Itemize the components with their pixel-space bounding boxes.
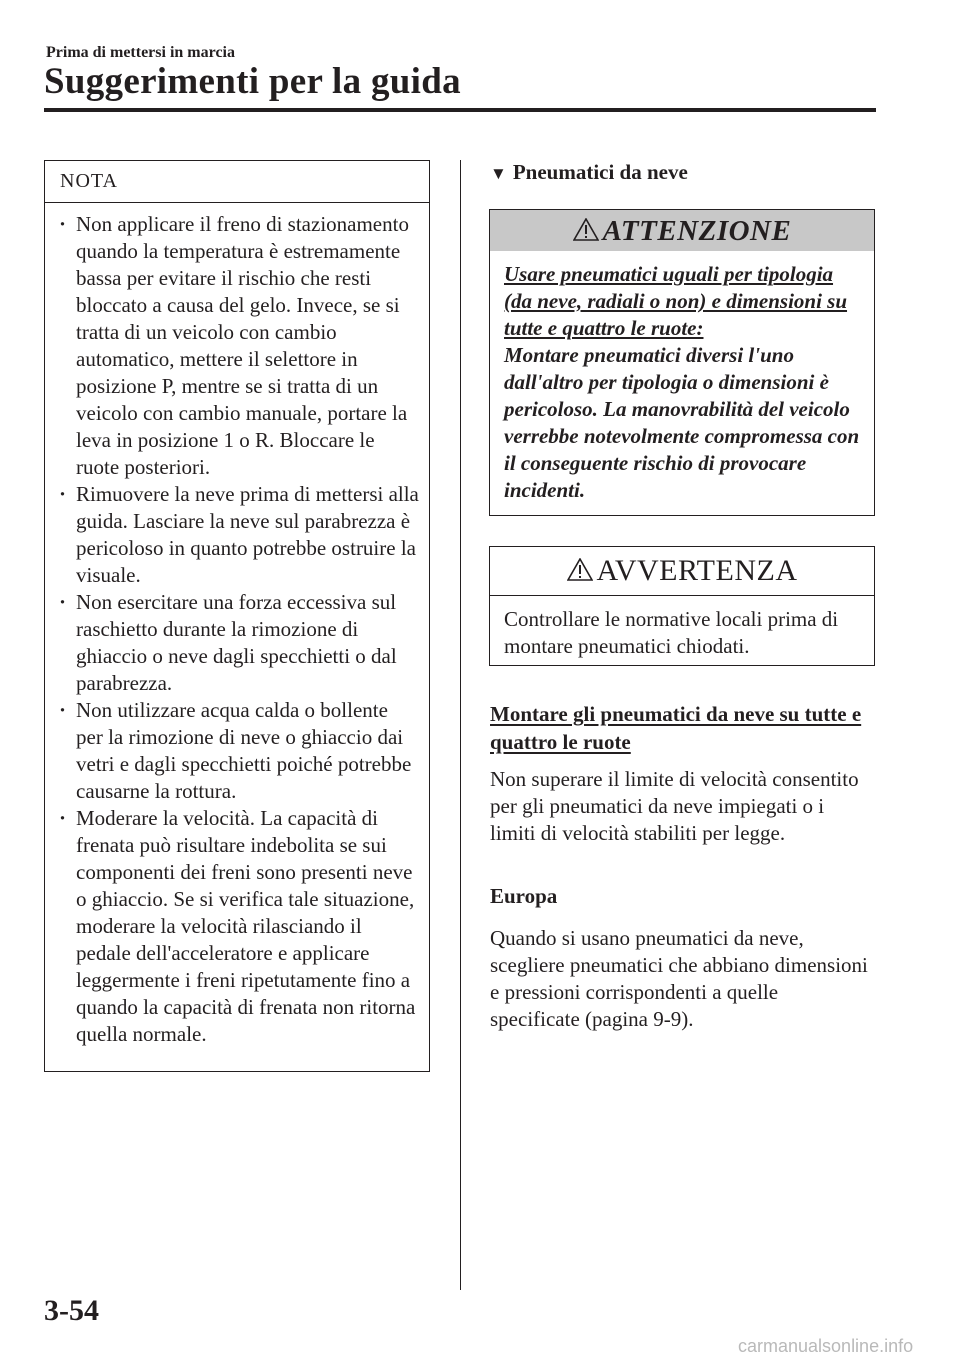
- watermark: carmanualsonline.info: [738, 1336, 914, 1356]
- attenzione-body: [490, 251, 874, 516]
- region-label: Europa: [490, 884, 558, 908]
- page-title: Suggerimenti per la guida: [44, 61, 461, 102]
- attenzione-title-text: ATTENZIONE: [602, 215, 792, 247]
- avvertenza-body: Controllare le normative locali prima di montare pneumatici chiodati.: [504, 607, 839, 658]
- attenzione-title: [490, 210, 874, 251]
- column-divider: [460, 160, 461, 1290]
- page-number: 3-54: [44, 1294, 99, 1327]
- heading-marker: ▼: [490, 164, 507, 183]
- section-heading: Montare gli pneumatici da neve su tutte e quattro le ruote: [490, 702, 862, 754]
- nota-item: · Rimuovere la neve prima di mettersi alla guida. Lasciare la neve sul parabrezza è pericoloso in quanto potrebbe ostruire la visuale.: [76, 481, 419, 589]
- avvertenza-box: [489, 546, 875, 666]
- snow-tires-heading-text: Pneumatici da neve: [512, 160, 688, 184]
- header-rule: [44, 108, 876, 112]
- attenzione-lead: Usare pneumatici uguali per tipologia (da neve, radiali o non) e dimensioni su tutte e quattro le ruote:: [504, 262, 848, 340]
- nota-label: NOTA: [45, 161, 429, 203]
- warning-triangle-icon: [573, 218, 599, 241]
- nota-list: [45, 203, 429, 1048]
- nota-item: · Non applicare il freno di stazionamento quando la temperatura è estremamente bassa per evitare il rischio che resti bloccato a causa del gelo. Invece, se si tratta di un veicolo con cambio automatico, mettere il selettore in posizione P, mentre se si tratta di un veicolo con cambio manuale, portare la leva in posizione 1 o R. Bloccare le ruote posteriori.: [76, 211, 419, 481]
- attenzione-box: [489, 209, 875, 516]
- warning-triangle-icon: [567, 558, 593, 581]
- nota-item: · Moderare la velocità. La capacità di frenata può risultare indebolita se sui componenti dei freni sono presenti neve o ghiaccio. Se si verifica tale situazione, moderare la velocità rilasciando il pedale dell'acceleratore e applicare leggermente i freni ripetutamente fino a quando la capacità di frenata non ritorna quella normale.: [76, 805, 419, 1048]
- paragraph-speed-limit: Non superare il limite di velocità consentito per gli pneumatici da neve impiegati o i limiti di velocità stabiliti per legge.: [490, 767, 859, 845]
- paragraph-europe: Quando si usano pneumatici da neve, scegliere pneumatici che abbiano dimensioni e pressioni corrispondenti a quelle specificate (pagina 9-9).: [490, 926, 868, 1031]
- header-section: Prima di mettersi in marcia: [46, 44, 235, 61]
- avvertenza-title-text: AVVERTENZA: [596, 554, 798, 587]
- nota-item: · Non utilizzare acqua calda o bollente per la rimozione di neve o ghiaccio dai vetri e dagli specchietti poiché potrebbe causarne la rottura.: [76, 697, 419, 805]
- attenzione-text: Montare pneumatici diversi l'uno dall'altro per tipologia o dimensioni è pericoloso. La manovrabilità del veicolo verrebbe notevolmente compromessa con il conseguente rischio di provocare incidenti.: [504, 343, 860, 502]
- avvertenza-title: [490, 547, 874, 595]
- nota-item: · Non esercitare una forza eccessiva sul raschietto durante la rimozione di ghiaccio o neve dagli specchietti o dal parabrezza.: [76, 589, 419, 697]
- nota-box: [44, 160, 430, 1072]
- snow-tires-heading: [490, 160, 688, 185]
